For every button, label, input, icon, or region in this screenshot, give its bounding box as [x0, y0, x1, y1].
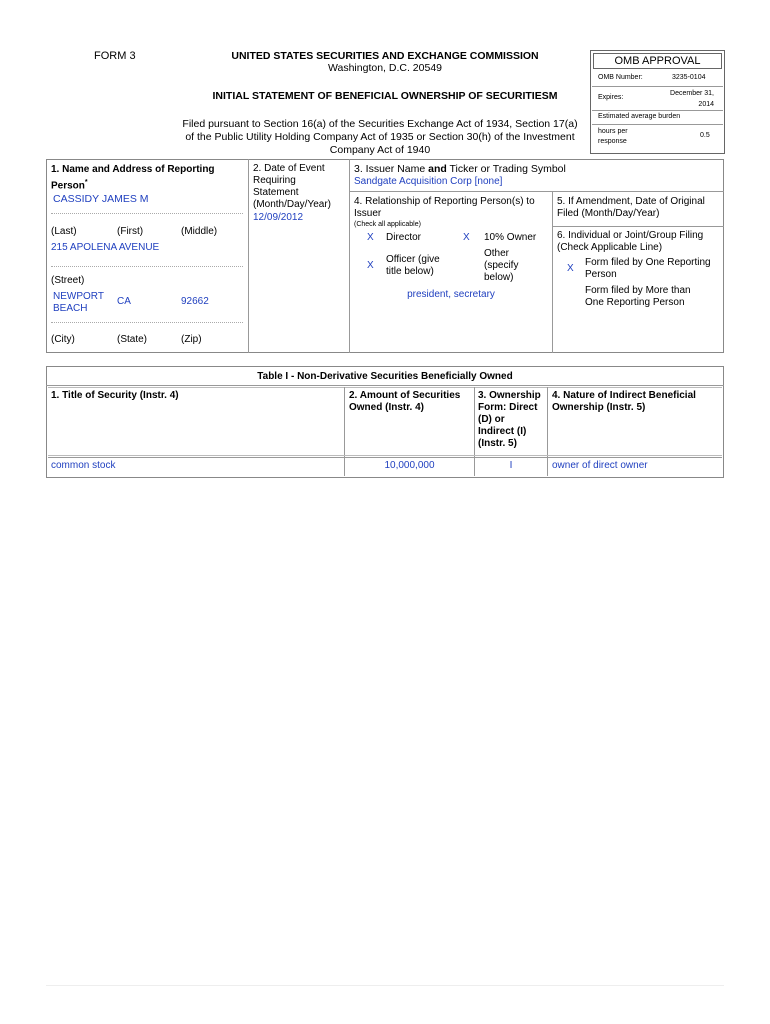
footer-divider: [46, 985, 724, 986]
omb-hours-label: hours per response: [598, 128, 628, 145]
one-person-checkmark: X: [567, 263, 574, 274]
omb-expires-label: Expires:: [598, 94, 624, 101]
reporting-person-name: CASSIDY JAMES M: [53, 193, 149, 205]
section5-label: 5. If Amendment, Date of Original Filed (Month/Day/Year): [557, 196, 705, 219]
officer-checkmark: X: [367, 260, 374, 271]
city-value: NEWPORT BEACH: [53, 291, 104, 314]
omb-number-label: OMB Number:: [598, 74, 643, 81]
table1-col-title-header: 1. Title of Security (Instr. 4): [51, 390, 179, 401]
nature-cell: owner of direct owner: [552, 460, 648, 471]
one-reporting-person-label: Form filed by One Reporting Person: [585, 257, 711, 280]
section1-label: 1. Name and Address of Reporting Person*: [51, 164, 215, 192]
table1-col-amount-header: 2. Amount of Securities Owned (Instr. 4): [349, 390, 461, 413]
omb-number-value: 3235-0104: [672, 74, 706, 81]
other-label: Other (specify below): [484, 248, 519, 283]
omb-expires-value: December 31, 2014: [670, 90, 714, 108]
section4-label: 4. Relationship of Reporting Person(s) to Issuer: [354, 196, 535, 219]
form-title: INITIAL STATEMENT OF BENEFICIAL OWNERSHIP OF SECURITIESM: [212, 90, 558, 102]
section6-label: 6. Individual or Joint/Group Filing (Check Applicable Line): [557, 230, 704, 253]
issuer-name-value: Sandgate Acquisition Corp [none]: [354, 176, 503, 187]
ownership-form-cell: I: [509, 460, 513, 471]
agency-location: Washington, D.C. 20549: [327, 62, 442, 74]
first-name-label: (First): [117, 226, 144, 237]
zip-value: 92662: [181, 296, 209, 307]
section3-label: 3. Issuer Name and Ticker or Trading Symbol: [354, 163, 566, 175]
officer-title-value: president, secretary: [407, 289, 495, 300]
omb-hours-value: 0.5: [700, 132, 710, 139]
more-than-one-person-label: Form filed by More than One Reporting Person: [585, 285, 691, 308]
state-label: (State): [117, 334, 148, 345]
director-label: Director: [386, 232, 422, 243]
table1-title: Table I - Non-Derivative Securities Beneficially Owned: [257, 371, 513, 382]
section2-label: 2. Date of Event Requiring Statement (Month/Day/Year): [253, 163, 331, 210]
check-all-applicable: (Check all applicable): [354, 221, 421, 228]
table1-col-ownership-header: 3. Ownership Form: Direct (D) or Indirect (I) (Instr. 5): [478, 390, 541, 449]
middle-name-label: (Middle): [181, 226, 218, 237]
city-label: (City): [51, 334, 75, 345]
amount-cell: 10,000,000: [384, 460, 435, 471]
state-value: CA: [117, 296, 131, 307]
omb-approval-title: OMB APPROVAL: [593, 53, 722, 69]
ten-percent-owner-label: 10% Owner: [484, 232, 537, 243]
ten-percent-owner-checkmark: X: [463, 232, 470, 243]
street-label: (Street): [51, 275, 85, 286]
zip-label: (Zip): [181, 334, 202, 345]
event-date-value: 12/09/2012: [253, 212, 304, 223]
security-title-cell: common stock: [51, 460, 116, 471]
street-value: 215 APOLENA AVENUE: [51, 242, 160, 253]
last-name-label: (Last): [51, 226, 77, 237]
officer-label: Officer (give title below): [386, 254, 440, 277]
filed-pursuant-text: Filed pursuant to Section 16(a) of the Securities Exchange Act of 1934, Section 17(a) of the Public Utility Holding Company Act of 1935 or Section 30(h) of the Investment Company Act of 1940: [182, 118, 578, 156]
agency-name: UNITED STATES SECURITIES AND EXCHANGE COMMISSION: [231, 50, 539, 62]
director-checkmark: X: [367, 232, 374, 243]
table1-col-nature-header: 4. Nature of Indirect Beneficial Ownership (Instr. 5): [552, 390, 696, 413]
form-label: FORM 3: [94, 50, 136, 62]
omb-burden-label: Estimated average burden: [598, 113, 681, 120]
